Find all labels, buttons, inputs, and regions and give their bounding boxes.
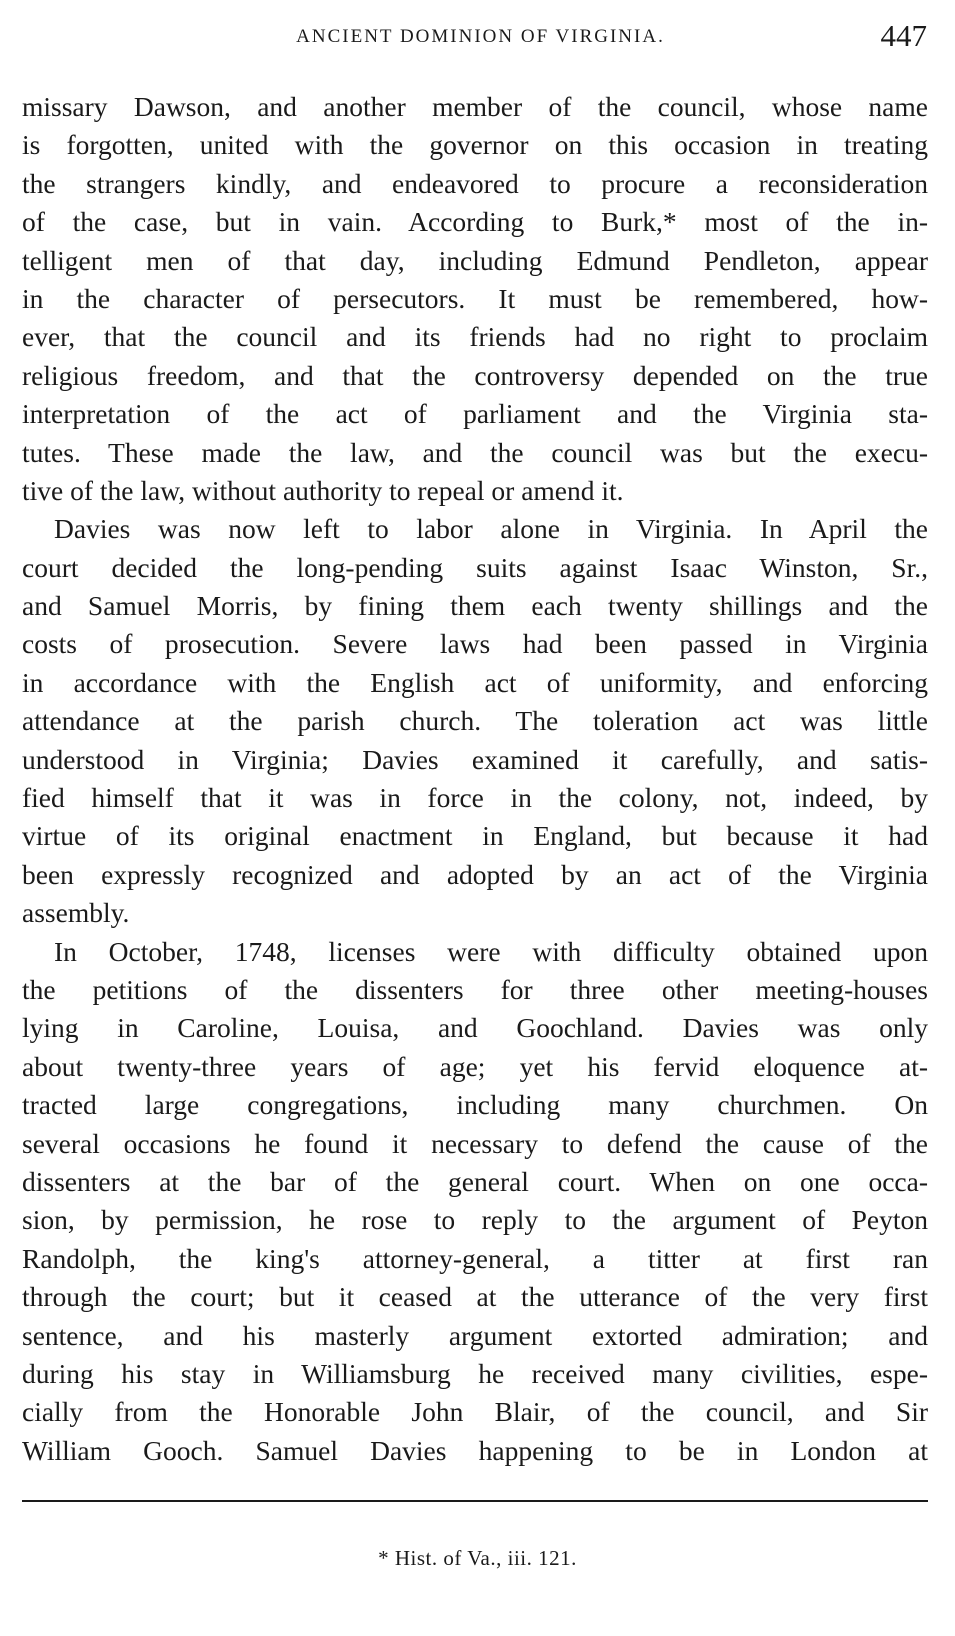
text-line: been expressly recognized and adopted by an act of the Virginia [22, 858, 928, 890]
page-number: 447 [880, 18, 927, 53]
text-line: tive of the law, without authority to repeal or amend it. [22, 474, 624, 506]
text-line: the strangers kindly, and endeavored to procure a reconsideration [22, 167, 928, 199]
text-line: ever, that the council and its friends had no right to proclaim [22, 321, 928, 353]
text-line: Davies was now left to labor alone in Virginia. In April the [54, 513, 928, 545]
footnote-rule [22, 1500, 928, 1502]
running-head [22, 18, 933, 58]
text-line: the petitions of the dissenters for three other meeting-houses [22, 973, 928, 1005]
text-line: dissenters at the bar of the general court. When on one occa- [22, 1165, 928, 1197]
text-line: understood in Virginia; Davies examined it carefully, and satis- [22, 743, 928, 775]
text-line: interpretation of the act of parliament and the Virginia sta- [22, 398, 928, 430]
text-line: lying in Caroline, Louisa, and Goochland. Davies was only [22, 1012, 928, 1044]
footnote: * Hist. of Va., iii. 121. [378, 1546, 577, 1570]
text-line: religious freedom, and that the controversy depended on the true [22, 359, 928, 391]
text-line: William Gooch. Samuel Davies happening to be in London at [22, 1434, 928, 1466]
text-line: in accordance with the English act of uniformity, and enforcing [22, 666, 928, 698]
text-line: of the case, but in vain. According to Burk,* most of the in- [22, 206, 928, 238]
text-line: attendance at the parish church. The toleration act was little [22, 705, 928, 737]
text-line: during his stay in Williamsburg he received many civilities, espe- [22, 1357, 928, 1389]
text-line: virtue of its original enactment in England, but because it had [22, 820, 928, 852]
text-line: court decided the long-pending suits against Isaac Winston, Sr., [22, 551, 928, 583]
text-line: telligent men of that day, including Edmund Pendleton, appear [22, 244, 928, 276]
text-line: Randolph, the king's attorney-general, a titter at first ran [22, 1242, 928, 1274]
text-line: In October, 1748, licenses were with difficulty obtained upon [54, 935, 928, 967]
text-line: tracted large congregations, including many churchmen. On [22, 1089, 928, 1121]
body-text [22, 88, 928, 1470]
text-line: assembly. [22, 897, 130, 929]
text-line: several occasions he found it necessary to defend the cause of the [22, 1127, 928, 1159]
text-line: is forgotten, united with the governor on this occasion in treating [22, 129, 928, 161]
text-line: sion, by permission, he rose to reply to the argument of Peyton [22, 1204, 928, 1236]
text-line: in the character of persecutors. It must be remembered, how- [22, 282, 928, 314]
text-line: fied himself that it was in force in the colony, not, indeed, by [22, 782, 928, 814]
text-line: and Samuel Morris, by fining them each twenty shillings and the [22, 590, 928, 622]
running-title: ANCIENT DOMINION OF VIRGINIA. [296, 26, 665, 47]
text-line: missary Dawson, and another member of the council, whose name [22, 91, 928, 122]
text-line: tutes. These made the law, and the council was but the execu- [22, 436, 928, 468]
text-line: about twenty-three years of age; yet his fervid eloquence at- [22, 1050, 928, 1082]
text-line: through the court; but it ceased at the utterance of the very first [22, 1281, 928, 1313]
text-line: cially from the Honorable John Blair, of the council, and Sir [22, 1396, 928, 1428]
text-line: sentence, and his masterly argument extorted admiration; and [22, 1319, 928, 1351]
text-line: costs of prosecution. Severe laws had been passed in Virginia [22, 628, 928, 660]
